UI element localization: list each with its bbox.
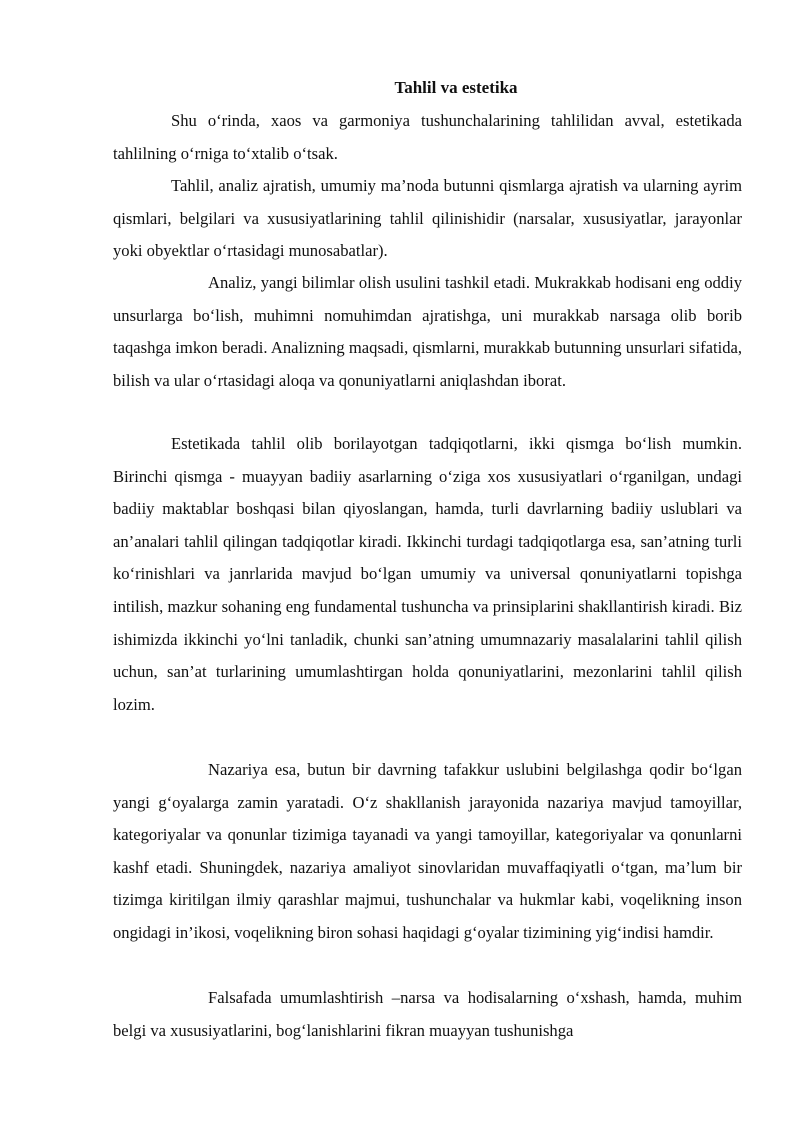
paragraph-5: Nazariya esa, butun bir davrning tafakkur uslubini belgilashga qodir bo‘lgan yangi g‘oyalarga zamin yaratadi. O‘z shakllanish jarayonida nazariya mavjud tamoyillar, kategoriyalar va qonunlar tizimiga tayanadi va yangi tamoyillar, kategoriyalar va qonunlarni kashf etadi. Shuningdek, nazariya amaliyot sinovlaridan muvaffaqiyatli o‘tgan, ma’lum bir tizimga kiritilgan ilmiy qarashlar majmui, tushunchalar va hukmlar kabi, voqelikning inson ongidagi in’ikosi, voqelikning biron sohasi haqidagi g‘oyalar tizimining yig‘indisi hamdir.: [113, 760, 742, 942]
paragraph-3: Analiz, yangi bilimlar olish usulini tashkil etadi. Mukrakkab hodisani eng oddiy unsurlarga bo‘lish, muhimni nomuhimdan ajratishga, uni murakkab narsaga olib borib taqashga imkon beradi. Analizning maqsadi, qismlarni, murakkab butunning unsurlari sifatida, bilish va ular o‘rtasidagi aloqa va qonuniyatlarni aniqlashdan iborat.: [113, 273, 742, 390]
paragraph-2: Tahlil, analiz ajratish, umumiy ma’noda butunni qismlarga ajratish va ularning ayrim qismlari, belgilari va xususiyatlarining tahlil qilinishidir (narsalar, xususiyatlar, jarayonlar yoki obyektlar o‘rtasidagi munosabatlar).: [113, 176, 742, 261]
paragraph-1: Shu o‘rinda, xaos va garmoniya tushunchalarining tahlilidan avval, estetikada tahlilning o‘rniga to‘xtalib o‘tsak.: [113, 111, 742, 163]
paragraph-4: Estetikada tahlil olib borilayotgan tadqiqotlarni, ikki qismga bo‘lish mumkin. Birinchi qismga - muayyan badiiy asarlarning o‘ziga xos xususiyatlari o‘rganilgan, undagi badiiy maktablar boshqasi bilan qiyoslangan, hamda, turli davrlarning badiiy uslublari va an’analari tahlil qilingan tadqiqotlar kiradi. Ikkinchi turdagi tadqiqotlarga esa, san’atning turli ko‘rinishlari va janrlarida mavjud bo‘lgan umumiy va universal qonuniyatlarni topishga intilish, mazkur sohaning eng fundamental tushuncha va prinsiplarini shakllantirish kiradi. Biz ishimizda ikkinchi yo‘lni tanladik, chunki san’atning umumnazariy masalalarini tahlil qilish uchun, san’at turlarining umumlashtirgan holda qonuniyatlarini, mezonlarini tahlil qilish lozim.: [113, 434, 742, 714]
document-title: Tahlil va estetika: [394, 78, 518, 97]
paragraph-6: Falsafada umumlashtirish –narsa va hodisalarning o‘xshash, hamda, muhim belgi va xususiyatlarini, bog‘lanishlarini fikran muayyan tushunishga: [113, 988, 742, 1040]
